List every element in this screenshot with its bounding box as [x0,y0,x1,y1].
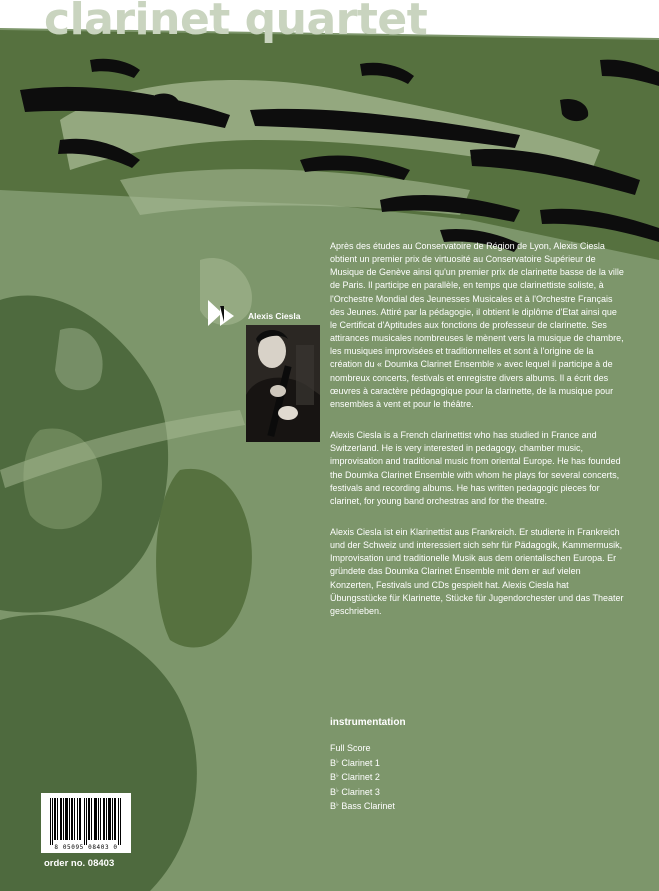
composer-name: Alexis Ciesla [248,311,301,321]
instrumentation-item: B♭ Clarinet 3 [330,786,380,797]
biography-german: Alexis Ciesla ist ein Klarinettist aus Frankreich. Er studierte in Frankreich und der Schweiz und interessiert sich sehr für Pädagogik, Kammermusik, Improvisation und traditionelle Musik aus dem orientalischen Europa. Er gründete das Doumka Clarinet Ensemble mit dem er auf vielen Konzerten, Festivals und CDs gespielt hat. Alexis Ciesla hat Übungsstücke für Klarinette, Stücke für Jugendorchester und das Theater geschrieben. [330,526,624,616]
instrumentation-list [330,742,395,814]
biography-column [330,240,626,636]
instrumentation-item: B♭ Bass Clarinet [330,801,395,811]
cover-title: clarinet quartet [44,0,428,45]
composer-photo [246,325,320,442]
flat-symbol: ♭ [336,758,339,765]
flat-symbol: ♭ [336,773,339,779]
barcode-number: 8 05095 08403 0 [54,844,118,851]
barcode [41,793,131,853]
flat-symbol: ♭ [336,787,339,794]
flat-symbol: ♭ [336,802,339,808]
biography-french: Après des études au Conservatoire de Région de Lyon, Alexis Ciesla obtient un premier prix de virtuosité au Conservatoire Supérieur de Musique de Genève ainsi qu'un premier prix de clarinette basse de la ville de Paris. Il participe en parallèle, en temps que clarinettiste soliste, à l'Orchestre Mondial des Jeunesses Musicales et à l'Orchestre Français des Jeunes. Attiré par la pédagogie, il obtient le diplôme d'Etat ainsi que le Certificat d'Aptitudes aux fonctions de professeur de clarinette. Ses attirances musicales nombreuses le mènent vers la musique de chambre, les musiques improvisées et traditionnelles et sont à l'origine de la création du « Doumka Clarinet Ensemble » avec lequel il participe à de nombreux concerts, festivals et enregistre divers albums. Il a écrit des œuvres à caractère pédagogique pour la clarinette, de la musique pour ensembles à vent et pour le théâtre. [330,241,624,409]
order-number: order no. 08403 [44,858,115,869]
instrumentation-item: B♭ Clarinet 2 [330,772,380,782]
biography-english: Alexis Ciesla is a French clarinettist who has studied in France and Switzerland. He is very interested in pedagogy, chamber music, improvisation and traditional music from oriental Europe. He has founded the Doumka Clarinet Ensemble with whom he plays for several concerts, festivals and recording albums. He has written pedagogic pieces for clarinet, for young band orchestras and for the theatre. [330,430,621,506]
instrumentation-item: B♭ Clarinet 1 [330,757,380,768]
instrumentation-heading: instrumentation [330,717,406,728]
publisher-logo-icon [206,298,236,328]
instrumentation-item: Full Score [330,743,371,753]
